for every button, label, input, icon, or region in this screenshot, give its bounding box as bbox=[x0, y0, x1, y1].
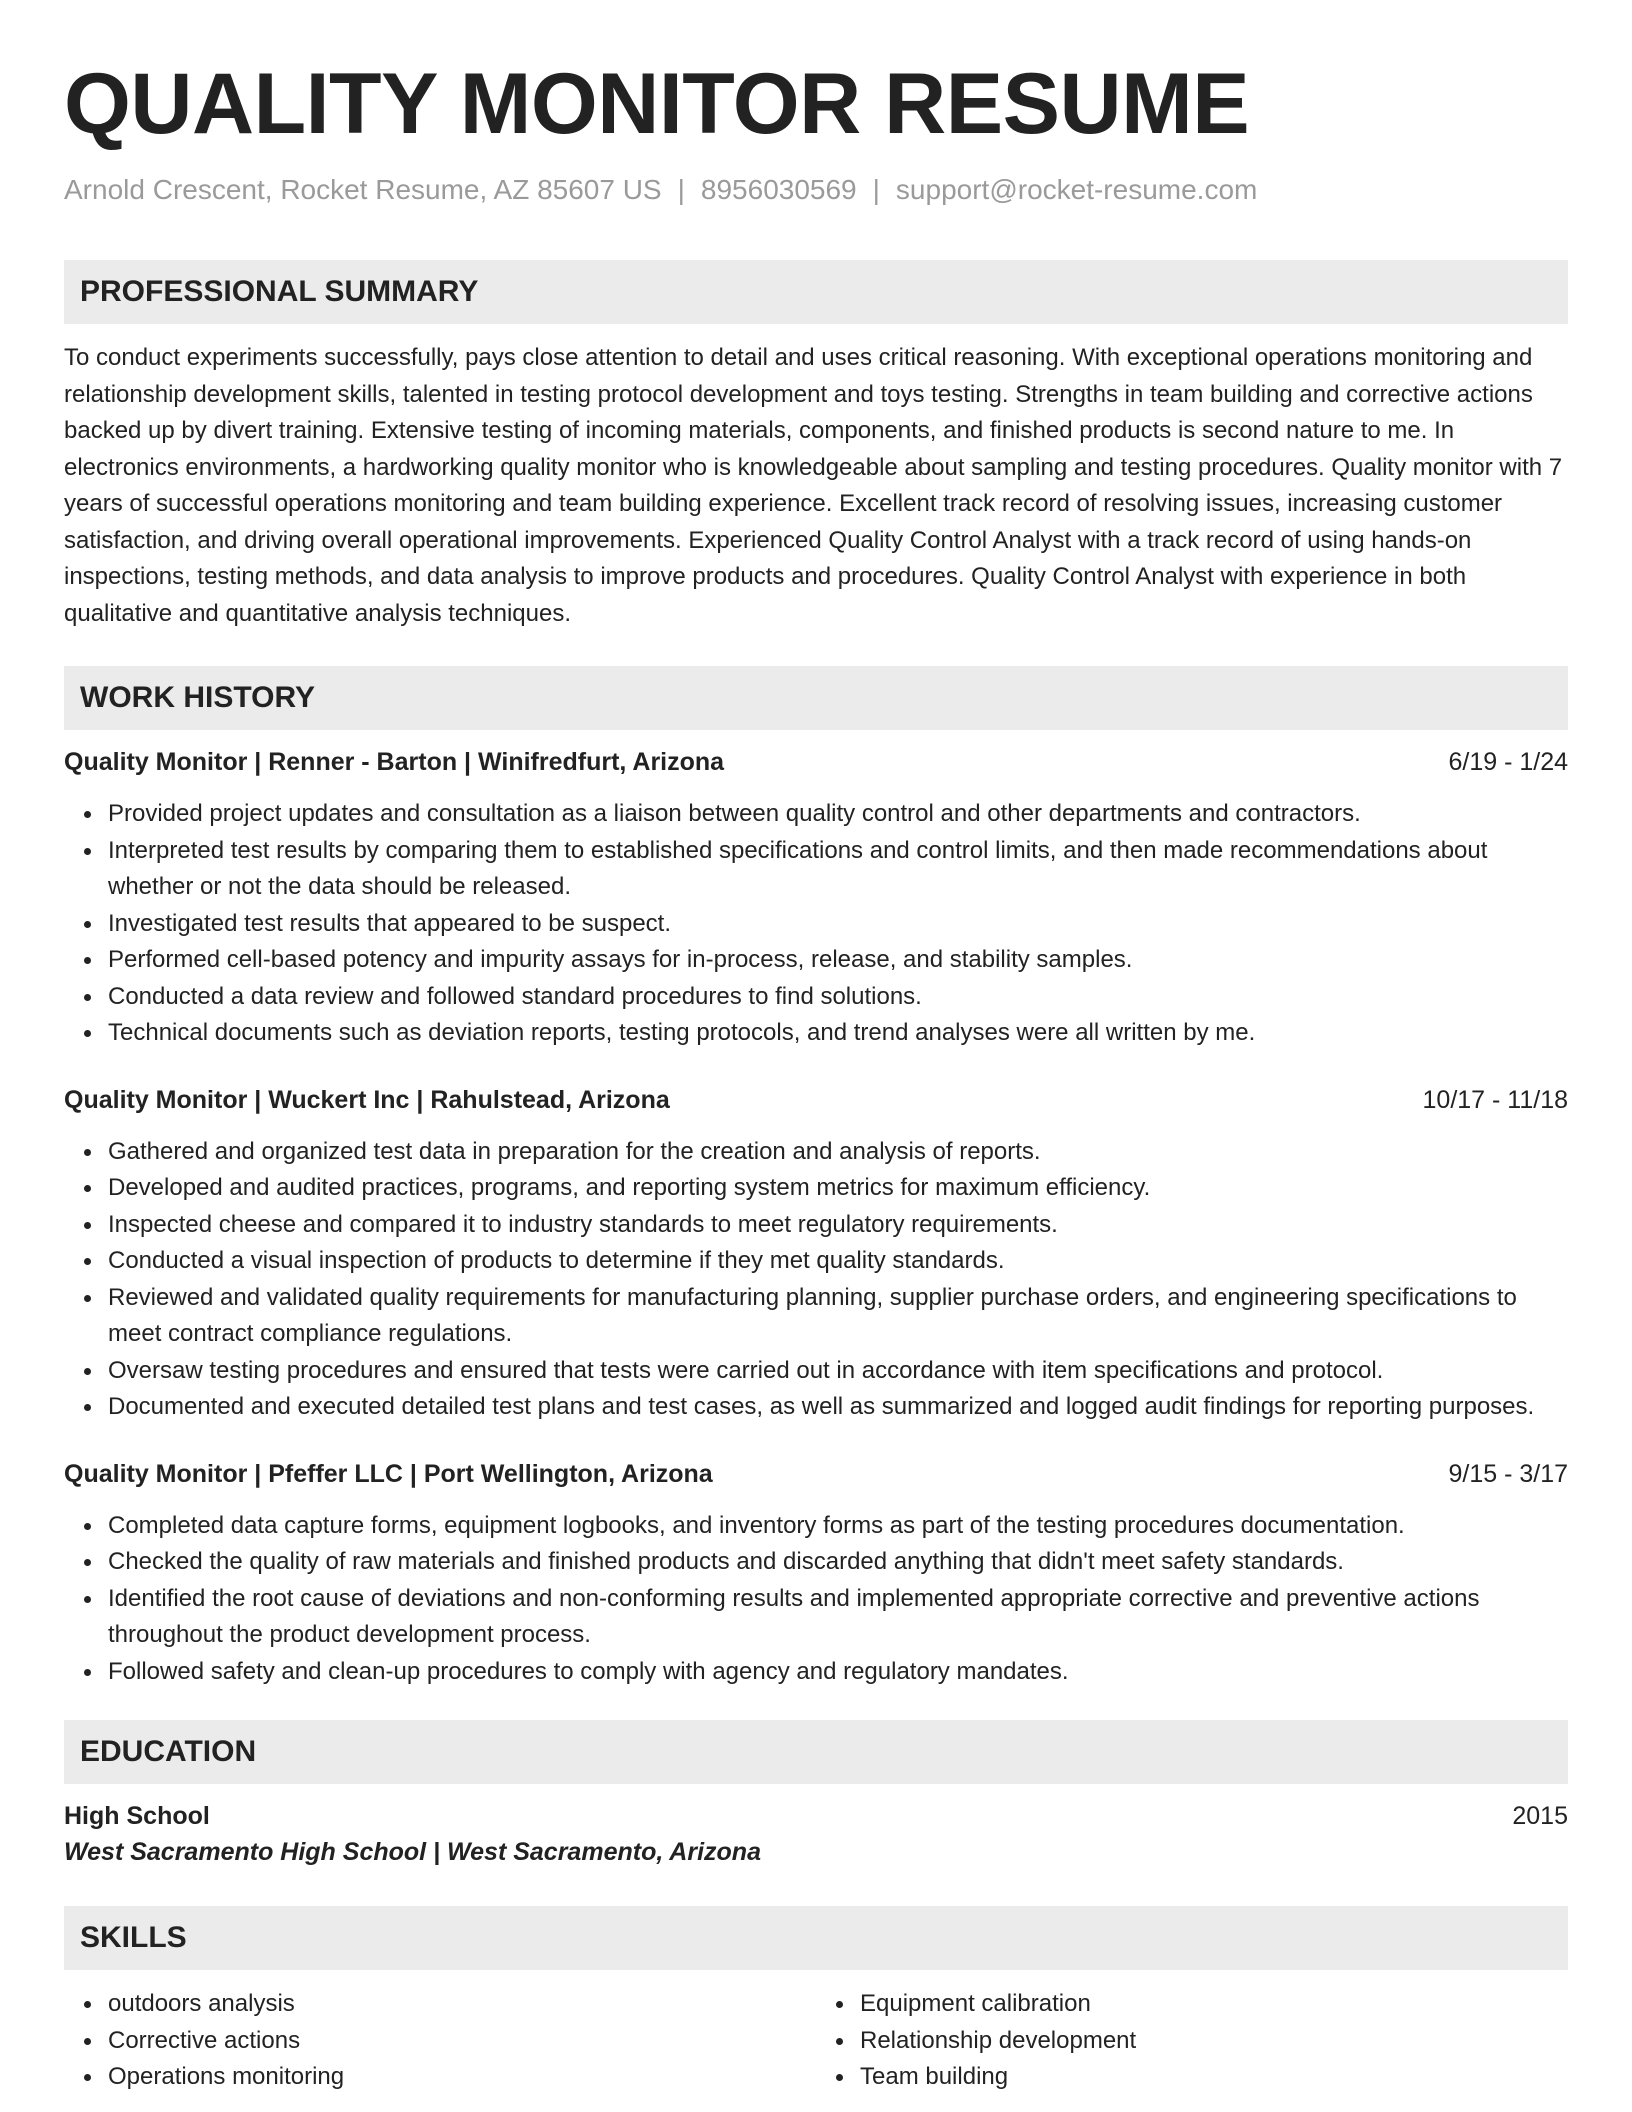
summary-text: To conduct experiments successfully, pays close attention to detail and uses critical reasoning. With exceptional operations monitoring and relationship development skills, talented in testing protocol development and toys testing. Strengths in team building and corrective actions backed up by divert training. Extensive testing of incoming materials, components, and finished products is second nature to me. In electronics environments, a hardworking quality monitor who is knowledgeable about sampling and testing procedures. Quality monitor with 7 years of successful operations monitoring and team building experience. Excellent track record of resolving issues, increasing customer satisfaction, and driving overall operational improvements. Experienced Quality Control Analyst with a track record of using hands-on inspections, testing methods, and data analysis to improve products and procedures. Quality Control Analyst with experience in both qualitative and quantitative analysis techniques. bbox=[64, 344, 1563, 627]
skill-item: Equipment calibration bbox=[860, 1986, 1568, 2023]
job-bullet: Technical documents such as deviation reports, testing protocols, and trend analyses were all written by me. bbox=[108, 1015, 1568, 1052]
job-bullets bbox=[64, 796, 1568, 1052]
contact-separator: | bbox=[677, 174, 685, 205]
job-entry bbox=[64, 744, 1568, 1052]
job-bullets bbox=[64, 1134, 1568, 1426]
skill-item: Team building bbox=[860, 2059, 1568, 2096]
summary-section-header: PROFESSIONAL SUMMARY bbox=[64, 260, 1568, 324]
contact-line bbox=[64, 172, 1568, 208]
job-bullet: Conducted a visual inspection of products to determine if they met quality standards. bbox=[108, 1243, 1568, 1280]
job-bullets bbox=[64, 1508, 1568, 1691]
job-title: Quality Monitor | Renner - Barton | Winifredfurt, Arizona bbox=[64, 748, 725, 776]
job-header bbox=[64, 1082, 1568, 1118]
contact-address: Arnold Crescent, Rocket Resume, AZ 85607 US bbox=[64, 174, 662, 205]
contact-phone: 8956030569 bbox=[700, 174, 857, 205]
job-dates: 6/19 - 1/24 bbox=[1448, 748, 1568, 776]
education-section-header: EDUCATION bbox=[64, 1720, 1568, 1784]
page-title: QUALITY MONITOR RESUME bbox=[64, 56, 1250, 152]
job-bullet: Checked the quality of raw materials and finished products and discarded anything that didn't meet safety standards. bbox=[108, 1544, 1568, 1581]
skill-item: Operations monitoring bbox=[108, 2059, 816, 2096]
resume-page bbox=[64, 0, 1568, 2096]
job-dates: 9/15 - 3/17 bbox=[1448, 1459, 1568, 1488]
skill-item: Corrective actions bbox=[108, 2023, 816, 2060]
contact-email: support@rocket-resume.com bbox=[895, 174, 1258, 205]
job-bullet: Conducted a data review and followed standard procedures to find solutions. bbox=[108, 979, 1568, 1016]
skills-list bbox=[64, 1986, 1568, 2096]
job-bullet: Inspected cheese and compared it to industry standards to meet regulatory requirements. bbox=[108, 1207, 1568, 1244]
job-bullet: Provided project updates and consultation as a liaison between quality control and other departments and contractors. bbox=[108, 796, 1568, 833]
job-bullet: Interpreted test results by comparing them to established specifications and control limits, and then made recommendations about whether or not the data should be released. bbox=[108, 833, 1568, 906]
job-bullet: Performed cell-based potency and impurity assays for in-process, release, and stability samples. bbox=[108, 942, 1568, 979]
job-bullet: Completed data capture forms, equipment logbooks, and inventory forms as part of the testing procedures documentation. bbox=[108, 1508, 1568, 1545]
skills-column-right bbox=[816, 1986, 1568, 2096]
job-entry bbox=[64, 1456, 1568, 1691]
contact-separator: | bbox=[872, 174, 880, 205]
job-bullet: Reviewed and validated quality requirements for manufacturing planning, supplier purchase orders, and engineering specifications to meet contract compliance regulations. bbox=[108, 1280, 1568, 1353]
job-title: Quality Monitor | Wuckert Inc | Rahulstead, Arizona bbox=[64, 1085, 670, 1114]
skills-section-header: SKILLS bbox=[64, 1906, 1568, 1970]
job-bullet: Identified the root cause of deviations and non-conforming results and implemented appropriate corrective and preventive actions throughout the product development process. bbox=[108, 1581, 1568, 1654]
skills-column-left bbox=[64, 1986, 816, 2096]
education-school: West Sacramento High School | West Sacramento, Arizona bbox=[64, 1838, 761, 1866]
education-header bbox=[64, 1798, 1568, 1834]
education-entry bbox=[64, 1798, 1568, 1870]
job-bullet: Gathered and organized test data in preparation for the creation and analysis of reports. bbox=[108, 1134, 1568, 1171]
job-title: Quality Monitor | Pfeffer LLC | Port Wellington, Arizona bbox=[64, 1459, 713, 1488]
education-degree: High School bbox=[64, 1802, 210, 1830]
education-year: 2015 bbox=[1512, 1802, 1568, 1830]
work-history-section-header: WORK HISTORY bbox=[64, 666, 1568, 730]
job-bullet: Investigated test results that appeared to be suspect. bbox=[108, 906, 1568, 943]
job-bullet: Documented and executed detailed test plans and test cases, as well as summarized and logged audit findings for reporting purposes. bbox=[108, 1389, 1568, 1426]
job-bullet: Developed and audited practices, programs, and reporting system metrics for maximum efficiency. bbox=[108, 1170, 1568, 1207]
job-header bbox=[64, 744, 1568, 780]
job-bullet: Oversaw testing procedures and ensured that tests were carried out in accordance with item specifications and protocol. bbox=[108, 1353, 1568, 1390]
skill-item: outdoors analysis bbox=[108, 1986, 816, 2023]
skill-item: Relationship development bbox=[860, 2023, 1568, 2060]
job-bullet: Followed safety and clean-up procedures to comply with agency and regulatory mandates. bbox=[108, 1654, 1568, 1691]
job-entry bbox=[64, 1082, 1568, 1426]
job-header bbox=[64, 1456, 1568, 1492]
job-dates: 10/17 - 11/18 bbox=[1422, 1085, 1568, 1114]
